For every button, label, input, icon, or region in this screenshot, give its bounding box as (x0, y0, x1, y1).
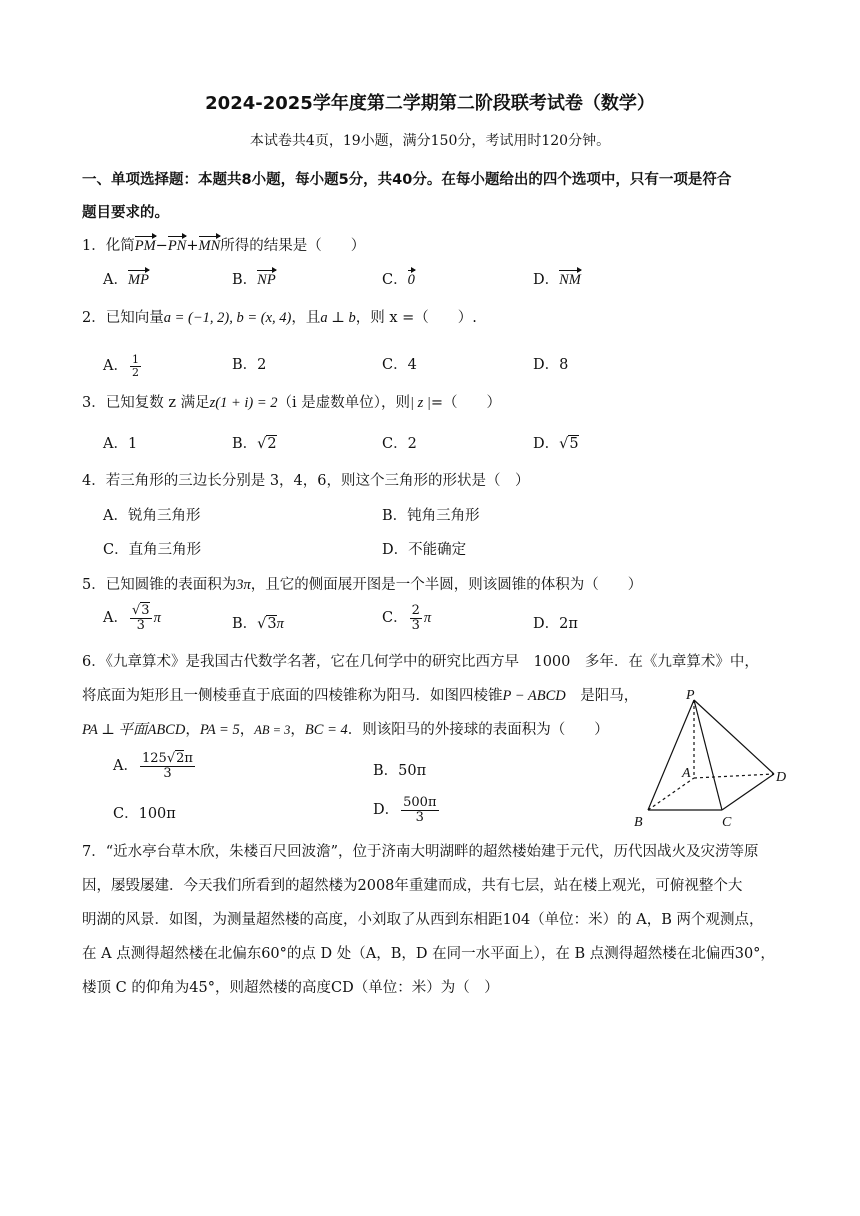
question-1-stem: 1．化简PM−PN+MN所得的结果是（ ） (82, 238, 366, 254)
q4-option-d[interactable]: D．不能确定 (382, 542, 467, 558)
label-a: A (682, 766, 691, 781)
q5-option-d[interactable]: D．2π (533, 616, 578, 632)
q3-option-b[interactable]: B．√2 (232, 436, 277, 452)
q1-option-c[interactable]: C．0 (382, 272, 415, 288)
question-6-line3: PA ⊥ 平面ABCD，PA = 5，AB = 3，BC = 4．则该阳马的外接球的表面积为（ ） (82, 722, 609, 738)
q4-option-c[interactable]: C．直角三角形 (103, 542, 202, 558)
section-heading-line1: 一、单项选择题：本题共8小题，每小题5分，共40分。在每小题给出的四个选项中，只有一项是符合 (82, 172, 732, 188)
q2-option-d[interactable]: D．8 (533, 357, 569, 373)
question-7-line4: 在 A 点测得超然楼在北偏东60°的点 D 处（A，B，D 在同一水平面上），在 B 点测得超然楼在北偏西30°， (82, 946, 775, 962)
q6-option-b[interactable]: B．50π (373, 763, 427, 779)
label-p: P (686, 688, 695, 703)
q6-option-c[interactable]: C．100π (113, 806, 176, 822)
section-heading-line2: 题目要求的。 (82, 205, 169, 221)
label-b: B (634, 815, 643, 830)
label-d: D (776, 770, 787, 785)
q3-option-d[interactable]: D．√5 (533, 436, 579, 452)
edge-cd (722, 774, 774, 810)
q4-option-b[interactable]: B．钝角三角形 (382, 508, 480, 524)
question-3-stem: 3．已知复数 z 满足z(1 + i) = 2（i 是虚数单位），则| z |=（ ） (82, 395, 502, 411)
edge-pc (694, 700, 722, 810)
q2-option-c[interactable]: C．4 (382, 357, 417, 373)
vector-pn: PN (167, 238, 187, 254)
question-7-line2: 因，屡毁屡建．今天我们所看到的超然楼为2008年重建而成，共有七层，站在楼上观光，可俯视整个大 (82, 878, 743, 894)
q3-option-a[interactable]: A．1 (103, 436, 138, 452)
question-6-line1: 6．《九章算术》是我国古代数学名著，它在几何学中的研究比西方早 1000 多年．在《九章算术》中， (82, 654, 759, 670)
q5-option-c[interactable]: C． $\frac{2}{3}$ π (382, 603, 432, 633)
q1-option-b[interactable]: B．NP (232, 272, 276, 288)
exam-subtitle: 本试卷共4页，19小题，满分150分，考试用时120分钟。 (249, 133, 611, 149)
q5-option-b[interactable]: B．√3π (232, 616, 284, 632)
edge-pd (694, 700, 774, 774)
exam-title: 2024-2025学年度第二学期第二阶段联考试卷（数学） (205, 93, 655, 114)
vector-mn: MN (198, 238, 221, 254)
q6-option-d[interactable]: D． $\frac{500\pi}{3}$ (373, 795, 437, 825)
q2-option-b[interactable]: B．2 (232, 357, 267, 373)
q1-option-d[interactable]: D．NM (533, 272, 581, 288)
q2-option-a[interactable]: A． $\frac{1}{2}$ (103, 353, 139, 379)
question-5-stem: 5．已知圆锥的表面积为3π，且它的侧面展开图是一个半圆，则该圆锥的体积为（ ） (82, 577, 643, 593)
question-6-line2: 将底面为矩形且一侧棱垂直于底面的四棱锥称为阳马．如图四棱锥P − ABCD 是阳马， (82, 688, 639, 704)
question-4-stem: 4．若三角形的三边长分别是 3，4，6，则这个三角形的形状是（ ） (82, 473, 530, 489)
question-7-line1: 7．“近水亭台草木欣，朱楼百尺回波澹”，位于济南大明湖畔的超然楼始建于元代，历代因战火及灾涝等原 (82, 844, 759, 860)
edge-pb (648, 700, 694, 810)
question-7-line5: 楼顶 C 的仰角为45°，则超然楼的高度CD（单位：米）为（ ） (82, 980, 499, 996)
q6-option-a[interactable]: A． $\frac{125√2\pi}{3}$ (113, 751, 193, 781)
question-2-stem: 2．已知向量a = (−1, 2), b = (x, 4)，且a ⊥ b，则 x =（ ）. (82, 310, 477, 326)
q1-option-a[interactable]: A．MP (103, 272, 149, 288)
pyramid-figure (628, 686, 800, 832)
q5-option-a[interactable]: A． $\frac{√3}{3}$ π (103, 603, 161, 633)
q3-option-c[interactable]: C．2 (382, 436, 417, 452)
question-7-line3: 明湖的风景．如图，为测量超然楼的高度，小刘取了从西到东相距104（单位：米）的 A，B 两个观测点， (82, 912, 764, 928)
label-c: C (722, 815, 732, 830)
edge-ad (694, 774, 774, 778)
vector-pm: PM (134, 238, 156, 254)
q4-option-a[interactable]: A．锐角三角形 (103, 508, 201, 524)
